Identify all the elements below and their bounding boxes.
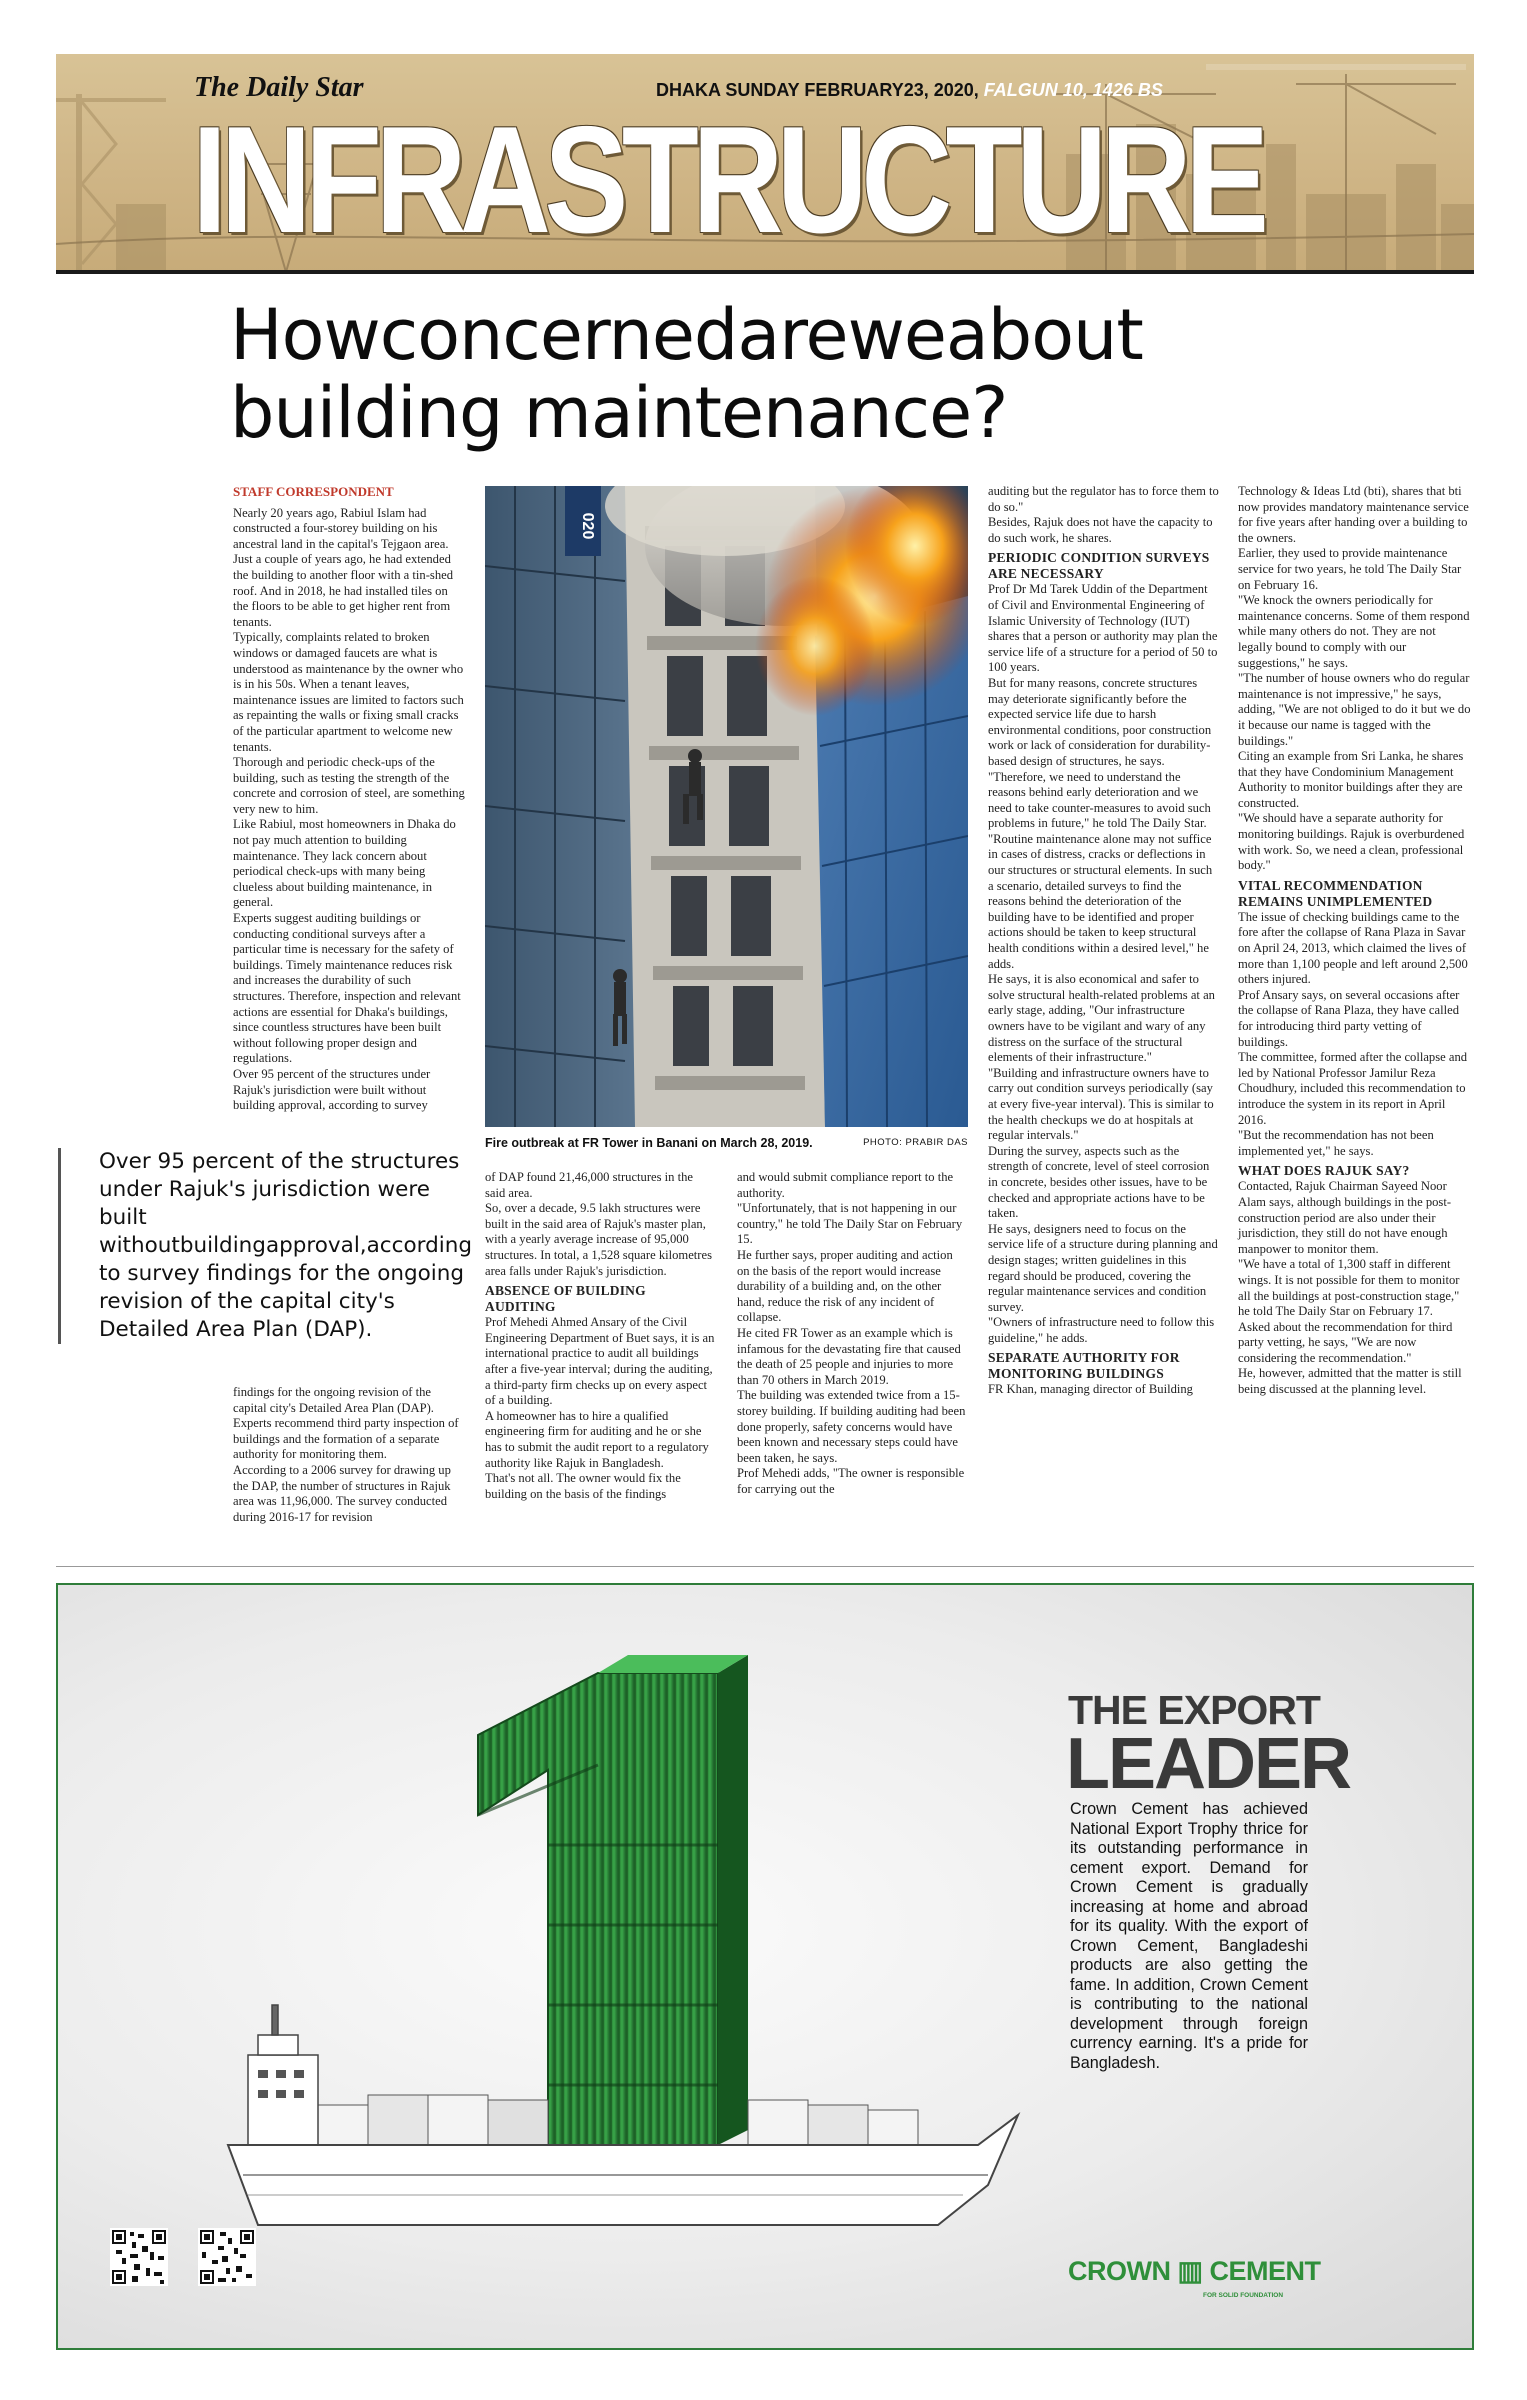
qr-code-icon[interactable]	[110, 2228, 168, 2286]
ad-headline-line-1: THE EXPORT	[1068, 1687, 1320, 1733]
article-column-3	[737, 1170, 967, 1497]
paragraph: Prof Ansary says, on several occasions after the collapse of Rana Plaza, they have called for introducing third party vetting of buildings.	[1238, 987, 1460, 1049]
paragraph: Prof Dr Md Tarek Uddin of the Department of Civil and Environmental Engineering of Islamic University of Technology (IUT) shares that a person or authority may plan the service life of a structure for a period of 50 to 100 years.	[988, 582, 1218, 675]
fr-tower-fire-image	[485, 486, 968, 1127]
paragraph: "Owners of infrastructure need to follow this guideline," he adds.	[988, 1315, 1215, 1345]
newspaper-brand: The Daily Star	[194, 72, 364, 103]
crown-cement-advertisement	[56, 1583, 1474, 2350]
paragraph: "We knock the owners periodically for maintenance concerns. Some of them respond while many others do not. They are not legally bound to comply with our suggestions," he says.	[1238, 593, 1470, 670]
paragraph: Experts suggest auditing buildings or conducting conditional surveys after a particular time is necessary for the safety of buildings. Timely maintenance reduces risk and increases the durability of such structures. Therefore, inspection and relevant actions are essential for Dhaka's buildings, since countless structures have been built without following proper design and regulations.	[233, 911, 461, 1066]
paragraph: Prof Mehedi adds, "The owner is responsible for carrying out the	[737, 1466, 965, 1496]
section-title: INFRASTRUCTURE	[192, 95, 1263, 265]
subheading: WHAT DOES RAJUK SAY?	[1238, 1163, 1410, 1179]
photo-caption: Fire outbreak at FR Tower in Banani on March 28, 2019.	[485, 1136, 813, 1150]
paragraph: He says, designers need to focus on the service life of a structure during planning and design stages; written guidelines in this regard should be produced, covering the regular maintenance services and condition survey.	[988, 1221, 1218, 1314]
article-divider	[56, 1566, 1474, 1567]
paragraph: He cited FR Tower as an example which is infamous for the devastating fire that caused the death of 25 people and injuries to more than 70 others in March 2019.	[737, 1325, 961, 1387]
ad-headline-line-2: LEADER	[1066, 1724, 1351, 1804]
paragraph: He, however, admitted that the matter is still being discussed at the planning level.	[1238, 1366, 1462, 1397]
paragraph: Asked about the recommendation for third party vetting, he says, "We are now considering the recommendation."	[1238, 1319, 1453, 1365]
paragraph: "We have a total of 1,300 staff in different wings. It is not possible for them to monitor all the buildings at post-construction stage," he told The Daily Star on February 17.	[1238, 1257, 1460, 1319]
paragraph: "But the recommendation has not been implemented yet," he says.	[1238, 1128, 1434, 1158]
paragraph: But for many reasons, concrete structures may deteriorate significantly before the expected service life due to harsh environmental conditions, poor construction work or lack of consideration for durability-based design of structures, he says.	[988, 675, 1212, 768]
paragraph: The building was extended twice from a 15-storey building. If building auditing had been done properly, safety concerns would have been known and necessary steps could have been taken, he says.	[737, 1388, 966, 1465]
paragraph: The committee, formed after the collapse and led by National Professor Jamilur Reza Choudhury, included this recommendation to introduce the system in its report in April 2016.	[1238, 1050, 1468, 1127]
paragraph: "Building and infrastructure owners have to carry out condition surveys periodically (say at every five-year interval). This is similar to the health checkups we do at hospitals at regular intervals."	[988, 1065, 1214, 1143]
article-column-1-continued	[233, 1385, 465, 1525]
pull-quote: Over 95 percent of the structures under Rajuk's jurisdiction were built withoutbuildingapproval,according to survey findings for the ongoing revision of the capital city's Detailed Area Plan (DAP).	[58, 1148, 474, 1344]
masthead-banner	[56, 54, 1474, 272]
paragraph: Experts recommend third party inspection of buildings and the formation of a separate authority for monitoring them.	[233, 1416, 459, 1462]
article-column-4	[988, 484, 1220, 1398]
dateline-date: DHAKA SUNDAY FEBRUARY23, 2020,	[656, 80, 979, 100]
paragraph: A homeowner has to hire a qualified engineering firm for auditing and he or she has to submit the audit report to a regulatory authority like Rajuk in Bangladesh.	[485, 1408, 709, 1470]
paragraph: "We should have a separate authority for monitoring buildings. Rajuk is overburdened with work. So, we need a clean, professional body."	[1238, 811, 1465, 873]
paragraph: He says, it is also economical and safer to solve structural health-related problems at an early stage, adding, "Our infrastructure owners have to be vigilant and wary of any distress on the surface of the structural elements of their infrastructure."	[988, 972, 1215, 1065]
masthead-divider	[56, 270, 1474, 274]
paragraph: That's not all. The owner would fix the building on the basis of the findings	[485, 1471, 681, 1501]
paragraph: The issue of checking buildings came to the fore after the collapse of Rana Plaza in Savar on April 24, 2013, which claimed the lives of more than 1,100 people and left around 2,500 others injured.	[1238, 909, 1468, 987]
article-headline: Howconcernedareweabout building maintenance?	[230, 294, 1143, 454]
paragraph: "The number of house owners who do regular maintenance is not impressive," he says, adding, "We are not obliged to do it but we do it because our name is tagged with the buildings."	[1238, 671, 1471, 748]
paragraph: and would submit compliance report to the authority.	[737, 1170, 954, 1200]
paragraph: "Therefore, we need to understand the reasons behind early deterioration and we need to take counter-measures to avoid such problems in future," he told The Daily Star.	[988, 769, 1211, 831]
paragraph: Thorough and periodic check-ups of the building, such as testing the strength of the concrete and corrosion of steel, are something very new to him.	[233, 755, 465, 816]
paragraph: findings for the ongoing revision of the capital city's Detailed Area Plan (DAP).	[233, 1385, 434, 1415]
paragraph: Like Rabiul, most homeowners in Dhaka do not pay much attention to building maintenance. They lack concern about periodical check-ups with many being clueless about building maintenance, in general.	[233, 817, 456, 910]
paragraph: Nearly 20 years ago, Rabiul Islam had constructed a four-storey building on his ancestral land in the capital's Tejgaon area. Just a couple of years ago, he had extended the building to another floor with a tin-shed roof. And in 2018, he had installed tiles on the floors to be able to get higher rent from tenants.	[233, 505, 453, 629]
subheading: PERIODIC CONDITION SURVEYS ARE NECESSARY	[988, 550, 1210, 582]
brand-name: CROWN ▥ CEMENT	[1068, 2256, 1321, 2286]
fire-photo	[485, 486, 968, 1127]
crown-cement-logo	[1068, 2250, 1321, 2302]
paragraph: of DAP found 21,46,000 structures in the said area.	[485, 1170, 694, 1200]
paragraph: "Routine maintenance alone may not suffice in cases of distress, cracks or deflections in our structures or structural elements. In such a scenario, detailed surveys to find the reasons behind the deterioration of the building have to be identified and proper actions should be taken to keep structural health conditions within a desired level," he adds.	[988, 831, 1213, 971]
paragraph: During the survey, aspects such as the strength of concrete, level of steel corrosion in concrete, besides other issues, have to be checked and appropriate actions have to be taken.	[988, 1143, 1210, 1221]
article-column-1	[233, 484, 465, 1114]
brand-tagline: FOR SOLID FOUNDATION	[1203, 2292, 1284, 2299]
paragraph: Besides, Rajuk does not have the capacity to do such work, he shares.	[988, 515, 1213, 545]
photo-credit: PHOTO: PRABIR DAS	[863, 1137, 968, 1148]
paragraph: Prof Mehedi Ahmed Ansary of the Civil Engineering Department of Buet says, it is an international practice to audit all buildings after a five-year interval; during the auditing, a third-party firm checks up on every aspect of a building.	[485, 1315, 715, 1408]
paragraph: Over 95 percent of the structures under Rajuk's jurisdiction were built without building approval, according to survey	[233, 1066, 431, 1113]
byline: STAFF CORRESPONDENT	[233, 484, 394, 499]
qr-code-icon[interactable]	[198, 2228, 256, 2286]
subheading: SEPARATE AUTHORITY FOR MONITORING BUILDINGS	[988, 1350, 1180, 1382]
ad-body-text: Crown Cement has achieved National Export Trophy thrice for its outstanding performance in cement export. Demand for Crown Cement is gradually increasing at home and abroad for its quality. With the export of Crown Cement, Bangladeshi products are also getting the fame. In addition, Crown Cement is contributing to the national development through foreign currency earning. It's a pride for Bangladesh.	[1070, 1800, 1308, 2072]
article-column-5	[1238, 484, 1472, 1398]
paragraph: FR Khan, managing director of Building	[988, 1382, 1193, 1397]
paragraph: auditing but the regulator has to force them to do so."	[988, 484, 1219, 514]
paragraph: He further says, proper auditing and action on the basis of the report would increase durability of a building and, on the other hand, reduce the risk of any incident of collapse.	[737, 1247, 953, 1325]
paragraph: Technology & Ideas Ltd (bti), shares that bti now provides mandatory maintenance service for five years after handing over a building to the owners.	[1238, 484, 1469, 545]
paragraph: Citing an example from Sri Lanka, he shares that they have Condominium Management Authority to monitor buildings after they are constructed.	[1238, 749, 1464, 810]
paragraph: So, over a decade, 9.5 lakh structures were built in the said area of Rajuk's master plan, with a yearly average increase of 95,000 structures. In total, a 1,528 square kilometres area falls under Rajuk's jurisdiction.	[485, 1201, 712, 1278]
subheading: ABSENCE OF BUILDING AUDITING	[485, 1283, 646, 1315]
subheading: VITAL RECOMMENDATION REMAINS UNIMPLEMENTED	[1238, 877, 1433, 909]
paragraph: According to a 2006 survey for drawing up the DAP, the number of structures in Rajuk area was 11,96,000. The survey conducted during 2016-17 for revision	[233, 1462, 451, 1524]
paragraph: "Unfortunately, that is not happening in our country," he told The Daily Star on February 15.	[737, 1201, 963, 1247]
photo-caption-row	[485, 1136, 968, 1150]
paragraph: Earlier, they used to provide maintenance service for two years, he told The Daily Star on February 16.	[1238, 546, 1462, 592]
article-column-2	[485, 1170, 715, 1502]
tower-sign-text: 020	[579, 512, 596, 540]
paragraph: Contacted, Rajuk Chairman Sayeed Noor Alam says, although buildings in the post-construction period are also under their jurisdiction, they still do not have enough manpower to monitor them.	[1238, 1179, 1452, 1256]
dateline-bangla-date: FALGUN 10, 1426 BS	[983, 80, 1163, 100]
paragraph: Typically, complaints related to broken windows or damaged faucets are what is understood as maintenance by the owner who is in his 50s. When a tenant leaves, maintenance issues are limited to factors such as repainting the walls or fixing small cracks of the particular apartment to welcome new tenants.	[233, 630, 464, 754]
